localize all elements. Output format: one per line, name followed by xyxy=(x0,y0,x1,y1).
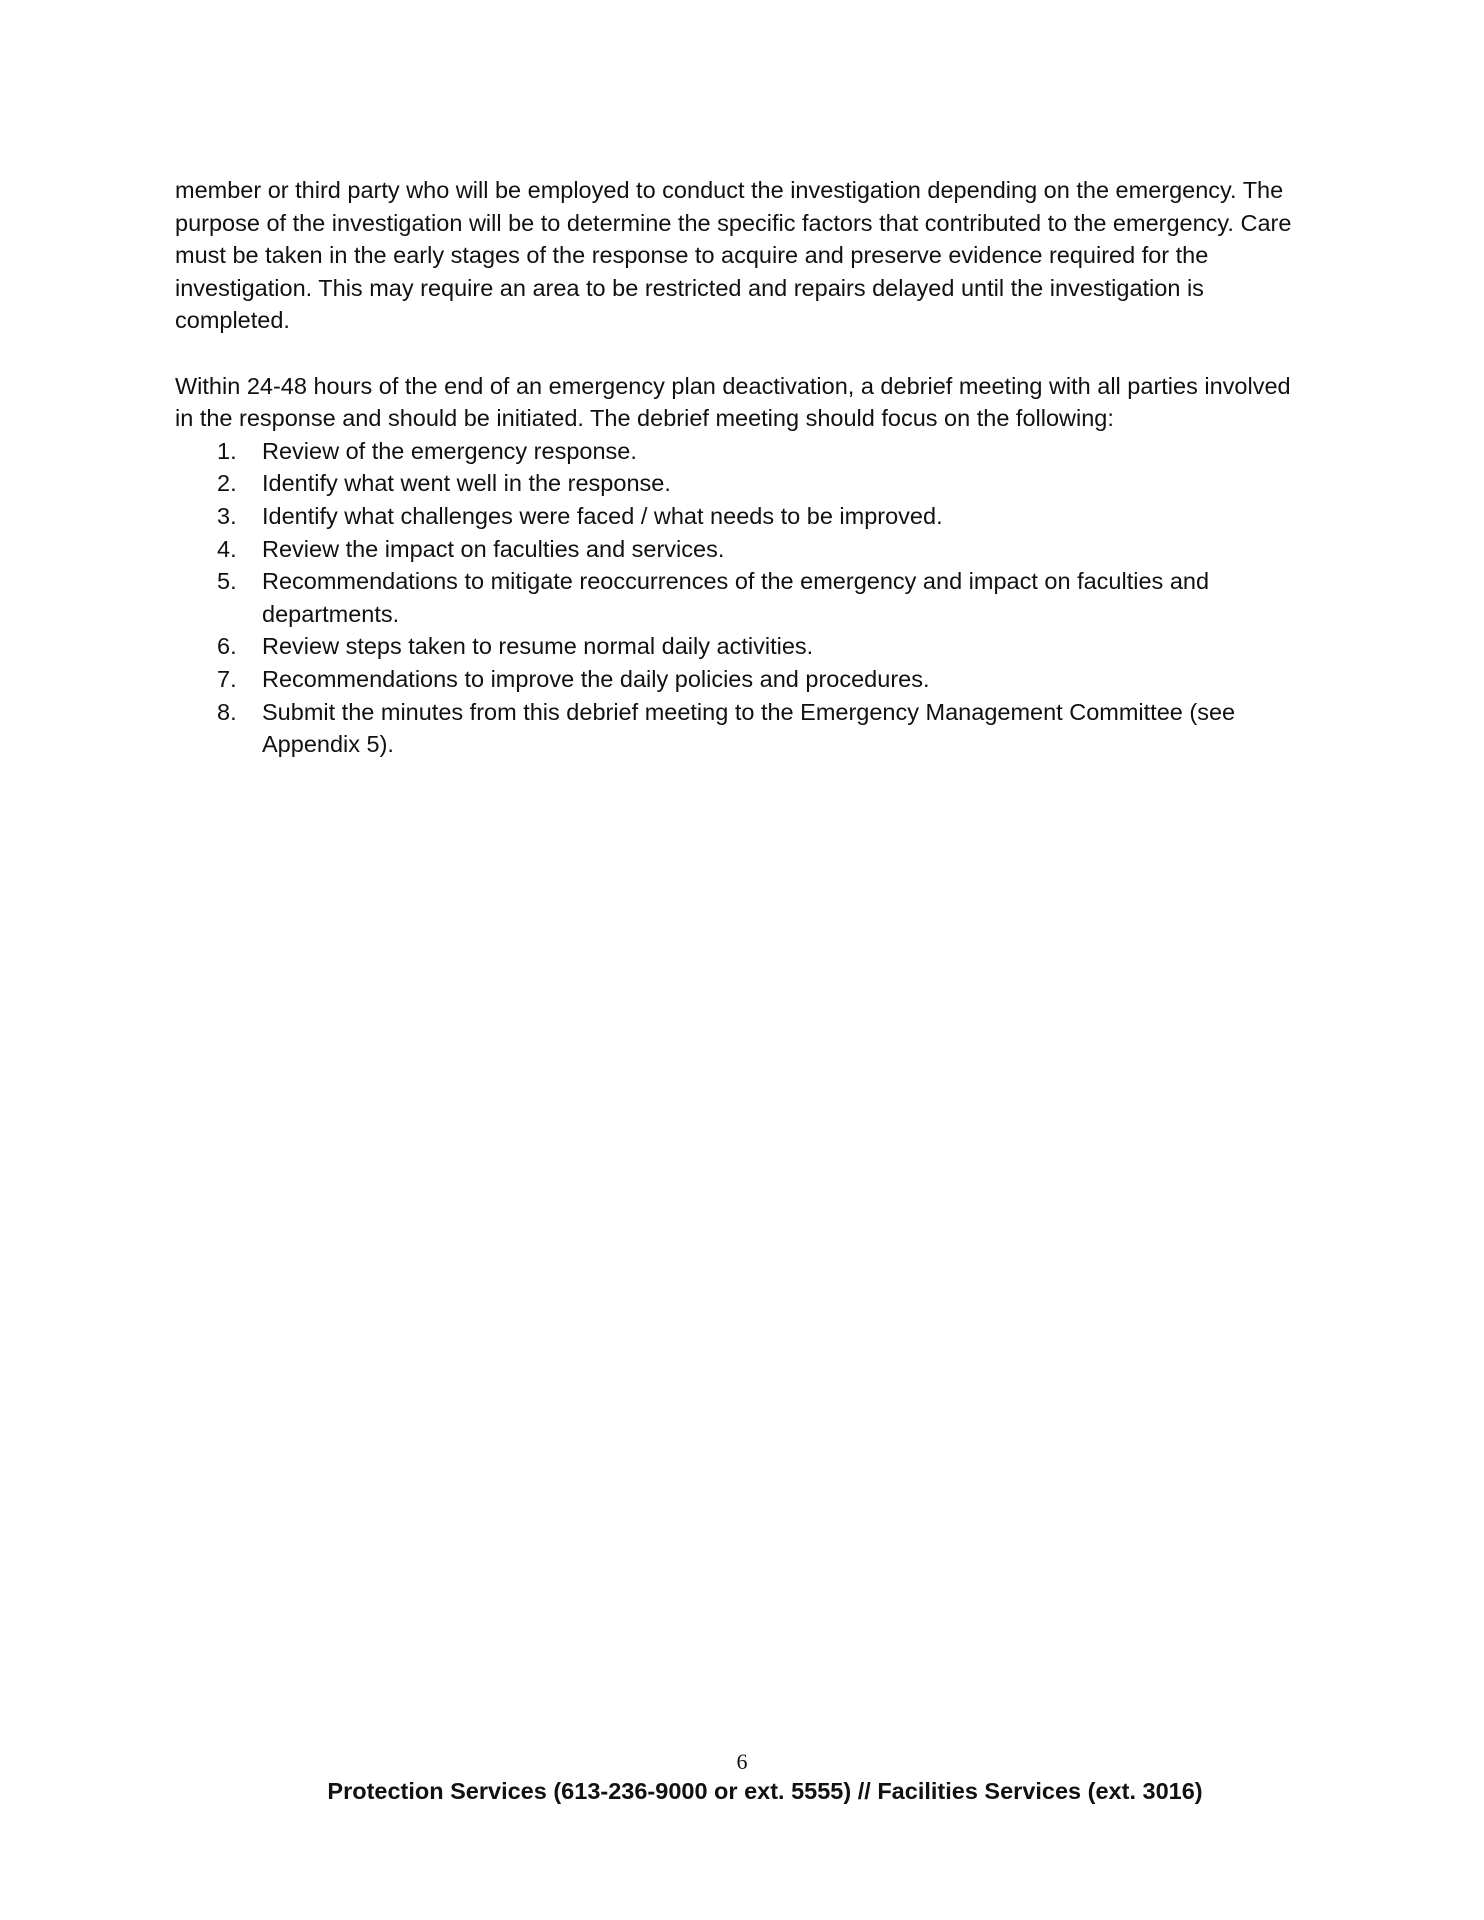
list-item-number: 3. xyxy=(217,502,237,529)
list-item-text: Recommendations to mitigate reoccurrences of the emergency and impact on faculties and departments. xyxy=(262,568,1210,627)
paragraph-debrief-intro: Within 24-48 hours of the end of an emergency plan deactivation, a debrief meeting with all parties involved in the response and should be initiated. The debrief meeting should focus on the following: xyxy=(175,372,1291,432)
list-item-text: Identify what challenges were faced / what needs to be improved. xyxy=(262,502,943,529)
list-item xyxy=(175,500,1315,533)
list-item-text: Identify what went well in the response. xyxy=(262,470,671,497)
list-item-number: 2. xyxy=(217,470,237,497)
list-item-text: Review the impact on faculties and services. xyxy=(262,535,725,562)
list-item-text: Submit the minutes from this debrief meeting to the Emergency Management Committee (see Appendix 5). xyxy=(262,698,1236,758)
list-item-text: Review of the emergency response. xyxy=(262,437,637,464)
list-item xyxy=(175,663,1315,696)
list-item xyxy=(175,467,1315,500)
list-item-number: 6. xyxy=(217,633,237,660)
list-item-number: 4. xyxy=(217,535,237,562)
list-item xyxy=(175,696,1315,761)
list-item-number: 7. xyxy=(217,665,237,692)
list-item-text: Review steps taken to resume normal daily activities. xyxy=(262,633,814,660)
paragraph-investigation: member or third party who will be employed to conduct the investigation depending on the emergency. The purpose of the investigation will be to determine the specific factors that contributed to the emergency. Care must be taken in the early stages of the response to acquire and preserve evidence required for the investigation. This may require an area to be restricted and repairs delayed until the investigation is completed. xyxy=(175,177,1292,334)
list-item-number: 5. xyxy=(217,568,237,595)
list-item xyxy=(175,533,1315,566)
footer-contact-info: Protection Services (613-236-9000 or ext. 5555) // Facilities Services (ext. 3016) xyxy=(327,1778,1203,1804)
list-item-text: Recommendations to improve the daily policies and procedures. xyxy=(262,665,930,692)
list-item xyxy=(175,565,1315,630)
page-body xyxy=(175,174,1315,761)
list-item xyxy=(175,435,1315,468)
page-number: 6 xyxy=(736,1749,748,1774)
list-item-number: 1. xyxy=(217,437,237,464)
list-item xyxy=(175,630,1315,663)
list-item-number: 8. xyxy=(217,698,237,725)
debrief-focus-list xyxy=(175,435,1315,761)
